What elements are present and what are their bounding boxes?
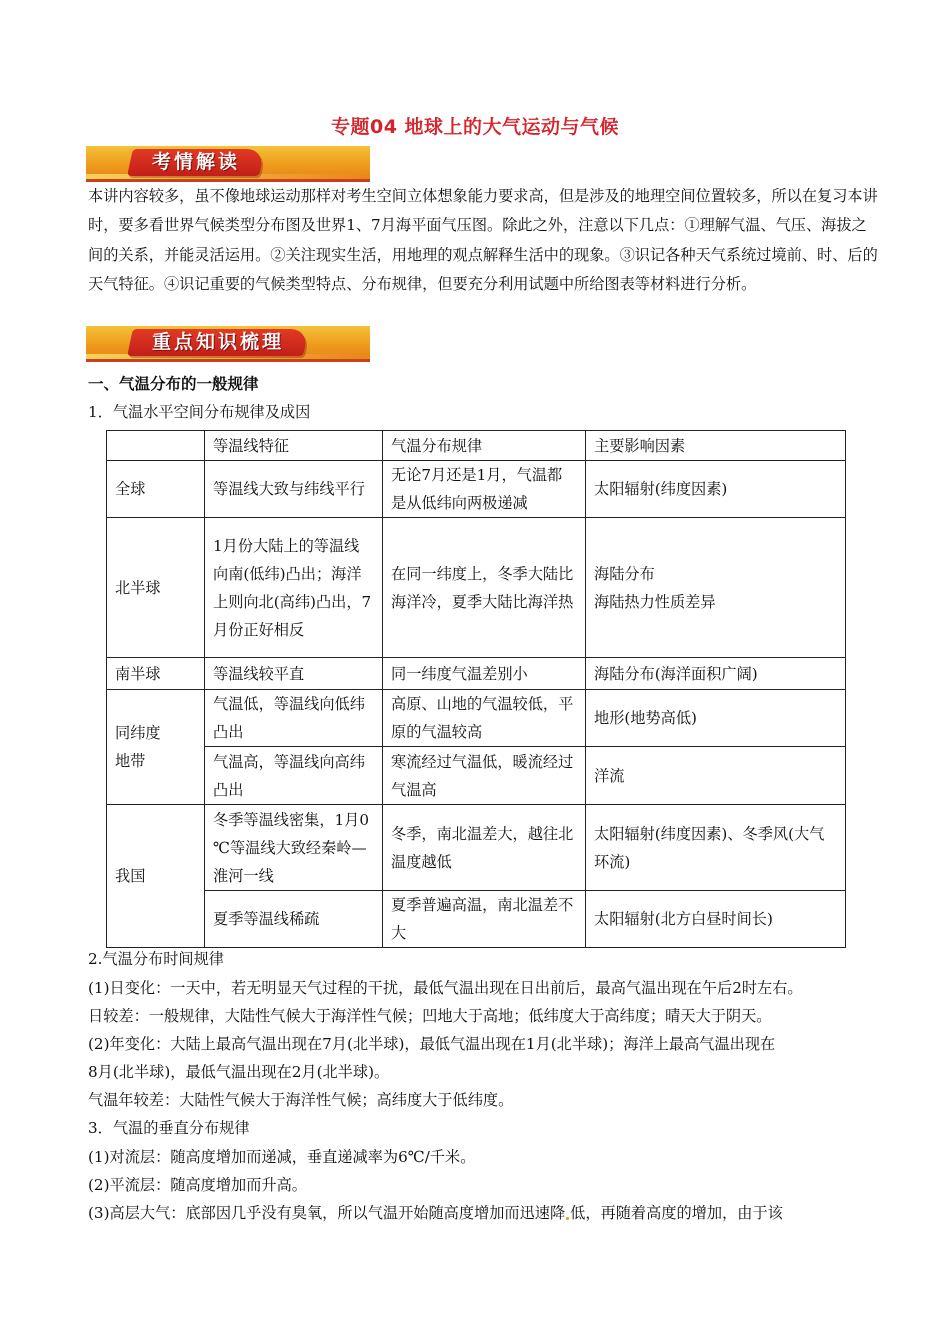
- body-line: (1)日变化：一天中，若无明显天气过程的干扰，最低气温出现在日出前后，最高气温出现在午后2时左右。: [88, 979, 803, 997]
- table-cell: 同一纬度气温差别小: [383, 658, 586, 690]
- table-cell: 洋流: [586, 747, 846, 805]
- table-row: [107, 747, 846, 805]
- subheading-time: 2.气温分布时间规律: [88, 950, 224, 968]
- body-line: (1)对流层：随高度增加而递减，垂直递减率为6℃/千米。: [88, 1148, 476, 1166]
- table-cell: 等温线较平直: [205, 658, 383, 690]
- table-cell: 气温低，等温线向低纬凸出: [205, 690, 383, 747]
- body-line: 日较差：一般规律，大陆性气候大于海洋性气候；凹地大于高地；低纬度大于高纬度；晴天大于阴天。: [88, 1007, 772, 1025]
- table-cell: 海陆分布(海洋面积广阔): [586, 658, 846, 690]
- subheading-vertical: 3．气温的垂直分布规律: [88, 1119, 250, 1137]
- body-line: 气温年较差：大陆性气候大于海洋性气候；高纬度大于低纬度。: [88, 1091, 514, 1109]
- row-label: [107, 690, 205, 805]
- body-line: 8月(北半球)，最低气温出现在2月(北半球)。: [88, 1063, 390, 1081]
- table-row: [107, 461, 846, 518]
- row-label-line: 同纬度: [115, 724, 161, 742]
- table-cell: 地形(地势高低): [586, 690, 846, 747]
- factor-line: 海陆热力性质差异: [594, 592, 716, 611]
- table-cell: 夏季等温线稀疏: [205, 891, 383, 948]
- key-points-banner: [86, 326, 370, 362]
- body-line: (2)年变化：大陆上最高气温出现在7月(北半球)，最低气温出现在1月(北半球)；海洋上最高气温出现在: [88, 1035, 776, 1053]
- table-row: [107, 518, 846, 658]
- table-cell: 夏季普遍高温，南北温差不大: [383, 891, 586, 948]
- exam-analysis-banner: [86, 146, 370, 182]
- banner-tab: [127, 329, 309, 356]
- body-text: 低，再随着高度的增加，由于该: [570, 1204, 783, 1222]
- table-row: [107, 690, 846, 747]
- table-cell: 太阳辐射(纬度因素)、冬季风(大气环流): [586, 805, 846, 891]
- body-line: [88, 1202, 783, 1223]
- section-heading: 一、气温分布的一般规律: [88, 375, 259, 393]
- banner-tab: [127, 149, 265, 176]
- table-cell: 等温线大致与纬线平行: [205, 461, 383, 518]
- body-text: (3)高层大气：底部因几乎没有臭氧，所以气温开始随高度增加而迅速降: [88, 1204, 566, 1222]
- body-line: (2)平流层：随高度增加而升高。: [88, 1176, 307, 1194]
- table-row: [107, 891, 846, 948]
- banner-label: 考情解读: [152, 151, 241, 173]
- intro-paragraph: 本讲内容较多，虽不像地球运动那样对考生空间立体想象能力要求高，但是涉及的地理空间位置较多，所以在复习本讲时，要多看世界气候类型分布图及世界1、7月海平面气压图。除此之外，注意以下几点：①理解气温、气压、海拔之间的关系，并能灵活运用。②关注现实生活，用地理的观点解释生活中的现象。③识记各种天气系统过境前、时、后的天气特征。④识记重要的气候类型特点、分布规律，但要充分利用试题中所给图表等材料进行分析。: [88, 187, 878, 294]
- dot-mark: [566, 1217, 569, 1220]
- table-header-row: [107, 431, 846, 461]
- row-label: 我国: [107, 805, 205, 948]
- table-cell: 冬季等温线密集，1月0 ℃等温线大致经秦岭—淮河一线: [205, 805, 383, 891]
- table-header-cell: 主要影响因素: [586, 431, 846, 461]
- table-cell: 寒流经过气温低，暖流经过气温高: [383, 747, 586, 805]
- subheading-horizontal: 1．气温水平空间分布规律及成因: [88, 403, 311, 421]
- table-row: [107, 805, 846, 891]
- temperature-distribution-table: [106, 430, 846, 948]
- table-cell: 气温高，等温线向高纬凸出: [205, 747, 383, 805]
- table-cell: 在同一纬度上，冬季大陆比海洋冷，夏季大陆比海洋热: [383, 518, 586, 658]
- row-label: 北半球: [107, 518, 205, 658]
- banner-label: 重点知识梳理: [152, 331, 285, 353]
- row-label: 全球: [107, 461, 205, 518]
- table-cell: 1月份大陆上的等温线向南(低纬)凸出；海洋上则向北(高纬)凸出，7月份正好相反: [205, 518, 383, 658]
- table-cell: 太阳辐射(纬度因素): [586, 461, 846, 518]
- row-label: 南半球: [107, 658, 205, 690]
- table-header-cell: [107, 431, 205, 461]
- table-cell: 太阳辐射(北方白昼时间长): [586, 891, 846, 948]
- factor-line: 海陆分布: [594, 564, 655, 583]
- table-cell: 高原、山地的气温较低，平原的气温较高: [383, 690, 586, 747]
- table-header-cell: 气温分布规律: [383, 431, 586, 461]
- table-cell: [586, 518, 846, 658]
- table-cell: 无论7月还是1月，气温都是从低纬向两极递减: [383, 461, 586, 518]
- document-title: 专题04 地球上的大气运动与气候: [330, 116, 620, 138]
- table-cell: 冬季，南北温差大，越往北温度越低: [383, 805, 586, 891]
- row-label-line: 地带: [115, 752, 146, 770]
- table-row: [107, 658, 846, 690]
- table-header-cell: 等温线特征: [205, 431, 383, 461]
